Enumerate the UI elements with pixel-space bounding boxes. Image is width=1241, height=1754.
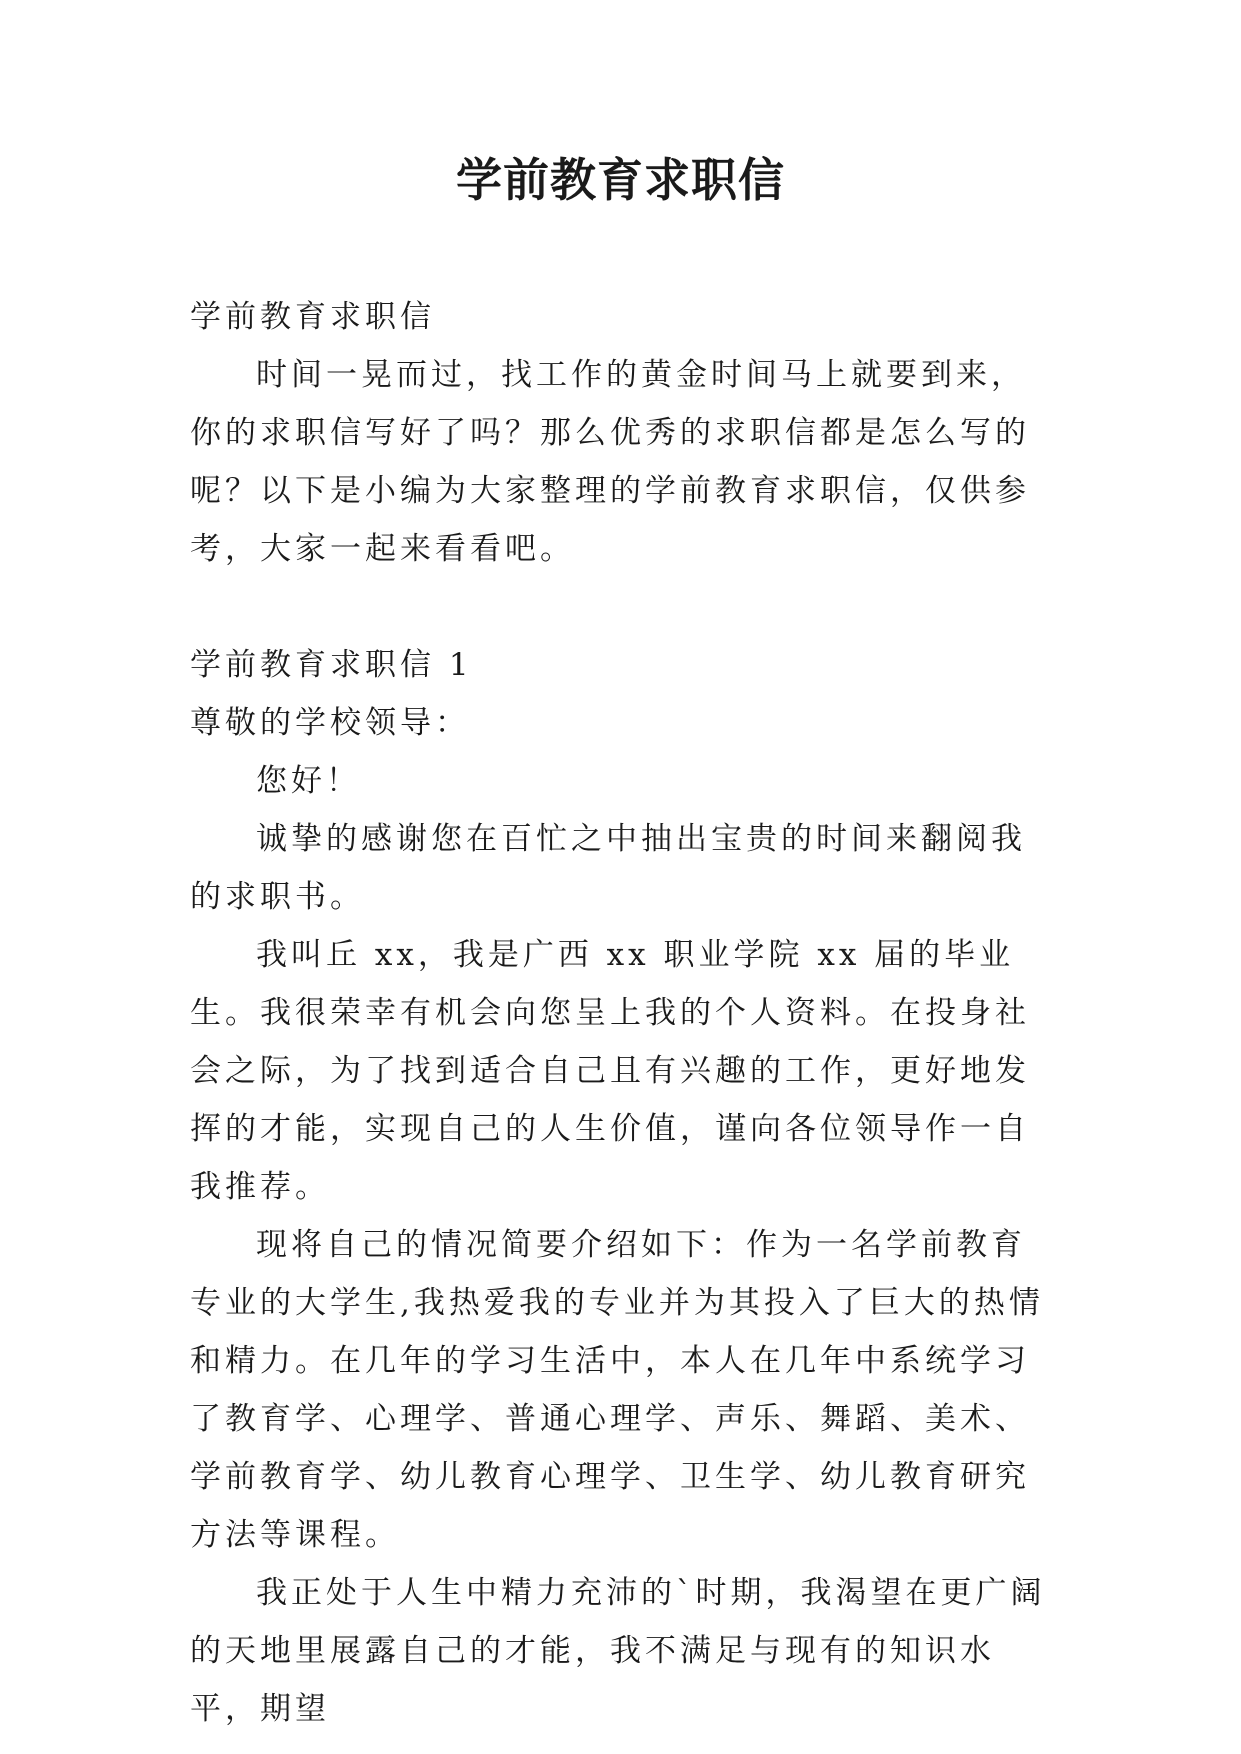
letter-salutation: 尊敬的学校领导：: [190, 705, 470, 741]
doc-subtitle: 学前教育求职信: [190, 299, 435, 335]
page-title: 学前教育求职信: [456, 153, 785, 207]
letter-heading: 学前教育求职信 1: [190, 647, 473, 683]
letter-paragraph: 我正处于人生中精力充沛的`时期，我渴望在更广阔的天地里展露自己的才能，我不满足与现有的知识水平，期望: [190, 1575, 1046, 1727]
paragraph-spacer: [190, 578, 1058, 636]
letter-paragraph: 我叫丘 xx，我是广西 xx 职业学院 xx 届的毕业生。我很荣幸有机会向您呈上我的个人资料。在投身社会之际，为了找到适合自己且有兴趣的工作，更好地发挥的才能，实现自己的人生价值，谨向各位领导作一自我推荐。: [190, 937, 1030, 1205]
document-body: [190, 288, 1058, 1738]
letter-greeting: 您好！: [256, 763, 361, 799]
letter-paragraph: 诚挚的感谢您在百忙之中抽出宝贵的时间来翻阅我的求职书。: [190, 821, 1026, 915]
letter-paragraph: 现将自己的情况简要介绍如下：作为一名学前教育专业的大学生,我热爱我的专业并为其投入了巨大的热情和精力。在几年的学习生活中，本人在几年中系统学习了教育学、心理学、普通心理学、声乐、舞蹈、美术、学前教育学、幼儿教育心理学、卫生学、幼儿教育研究方法等课程。: [190, 1227, 1044, 1553]
intro-paragraph: 时间一晃而过，找工作的黄金时间马上就要到来，你的求职信写好了吗？那么优秀的求职信都是怎么写的呢？以下是小编为大家整理的学前教育求职信，仅供参考，大家一起来看看吧。: [190, 357, 1030, 567]
